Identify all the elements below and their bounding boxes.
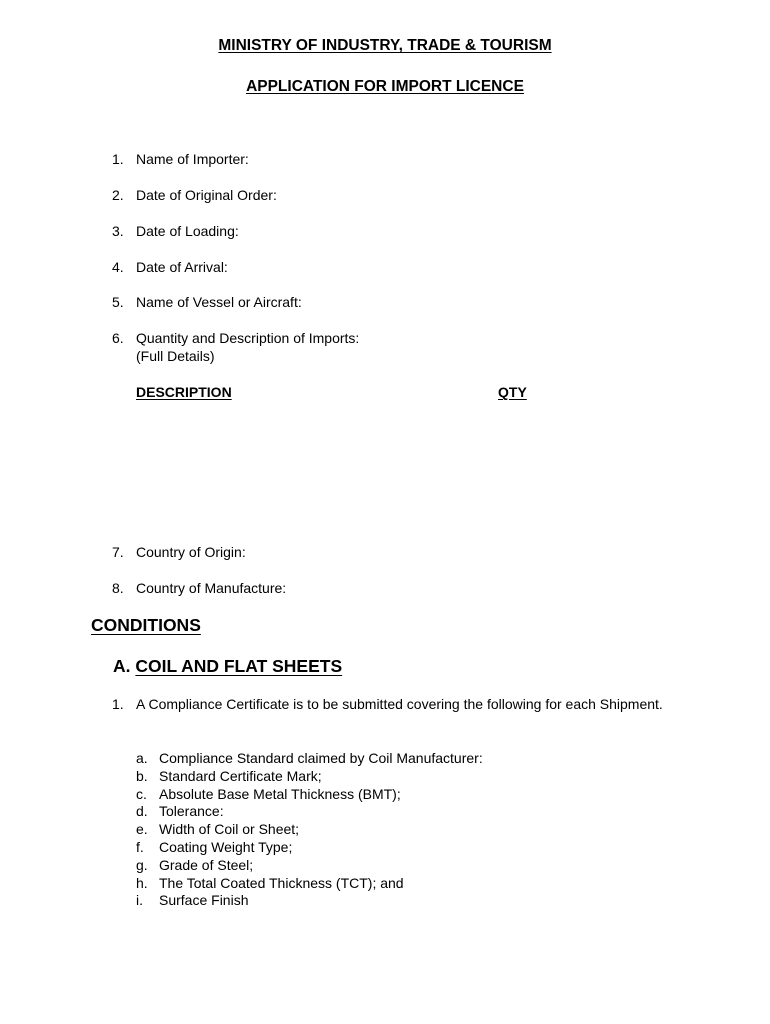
list-item	[136, 821, 483, 839]
field-label: Country of Origin:	[136, 544, 246, 560]
section-title: COIL AND FLAT SHEETS	[135, 656, 343, 676]
list-item	[136, 839, 483, 857]
list-letter: h.	[136, 874, 148, 891]
list-letter: g.	[136, 856, 148, 873]
field-number: 8.	[112, 580, 124, 596]
field-number: 4.	[112, 259, 124, 275]
field-number: 7.	[112, 544, 124, 560]
field-country-of-origin	[112, 544, 246, 560]
list-item	[136, 768, 483, 786]
list-letter: i.	[136, 892, 143, 909]
conditions-heading: CONDITIONS	[91, 615, 201, 635]
field-number: 1.	[112, 151, 124, 167]
field-date-of-original-order	[112, 187, 277, 203]
field-label: Name of Vessel or Aircraft:	[136, 294, 302, 310]
section-letter: A.	[113, 656, 131, 676]
list-item	[136, 857, 483, 875]
list-text: Coating Weight Type;	[159, 838, 293, 855]
field-number: 2.	[112, 187, 124, 203]
list-letter: d.	[136, 803, 148, 820]
list-text: Surface Finish	[159, 892, 249, 909]
compliance-paragraph	[112, 696, 680, 713]
field-date-of-loading	[112, 223, 239, 239]
compliance-list	[136, 750, 483, 910]
paragraph-number: 1.	[112, 696, 124, 712]
list-text: Standard Certificate Mark;	[159, 767, 322, 784]
list-letter: f.	[136, 838, 144, 855]
ministry-heading: MINISTRY OF INDUSTRY, TRADE & TOURISM	[218, 37, 552, 54]
field-label: Date of Original Order:	[136, 187, 277, 203]
field-number: 3.	[112, 223, 124, 239]
list-text: Width of Coil or Sheet;	[159, 821, 300, 838]
list-text: Grade of Steel;	[159, 856, 254, 873]
form-title: APPLICATION FOR IMPORT LICENCE	[246, 78, 524, 95]
field-country-of-manufacture	[112, 580, 286, 596]
list-text: Tolerance:	[159, 803, 224, 820]
list-letter: e.	[136, 821, 148, 838]
list-letter: b.	[136, 767, 148, 784]
field-note-full-details: (Full Details)	[136, 348, 215, 364]
list-letter: a.	[136, 750, 148, 766]
field-label: Date of Loading:	[136, 223, 239, 239]
field-name-of-vessel	[112, 294, 302, 310]
section-a-heading	[113, 656, 342, 677]
list-text: The Total Coated Thickness (TCT); and	[159, 874, 404, 891]
list-letter: c.	[136, 785, 147, 802]
field-quantity-description	[112, 330, 359, 346]
paragraph-text: A Compliance Certificate is to be submitted covering the following for each Shipment.	[136, 696, 663, 712]
field-label: Quantity and Description of Imports:	[136, 330, 360, 346]
field-label: Date of Arrival:	[136, 259, 228, 275]
list-item	[136, 750, 483, 768]
description-column-header: DESCRIPTION	[136, 384, 232, 400]
list-text: Absolute Base Metal Thickness (BMT);	[159, 785, 401, 802]
field-number: 5.	[112, 294, 124, 310]
field-label: Country of Manufacture:	[136, 580, 287, 596]
list-item	[136, 803, 483, 821]
list-item	[136, 892, 483, 910]
field-label: Name of Importer:	[136, 151, 249, 167]
field-number: 6.	[112, 330, 124, 346]
field-date-of-arrival	[112, 259, 228, 275]
field-name-of-importer	[112, 151, 249, 167]
list-item	[136, 786, 483, 804]
list-item	[136, 875, 483, 893]
list-text: Compliance Standard claimed by Coil Manufacturer:	[159, 750, 483, 766]
qty-column-header: QTY	[498, 384, 527, 400]
